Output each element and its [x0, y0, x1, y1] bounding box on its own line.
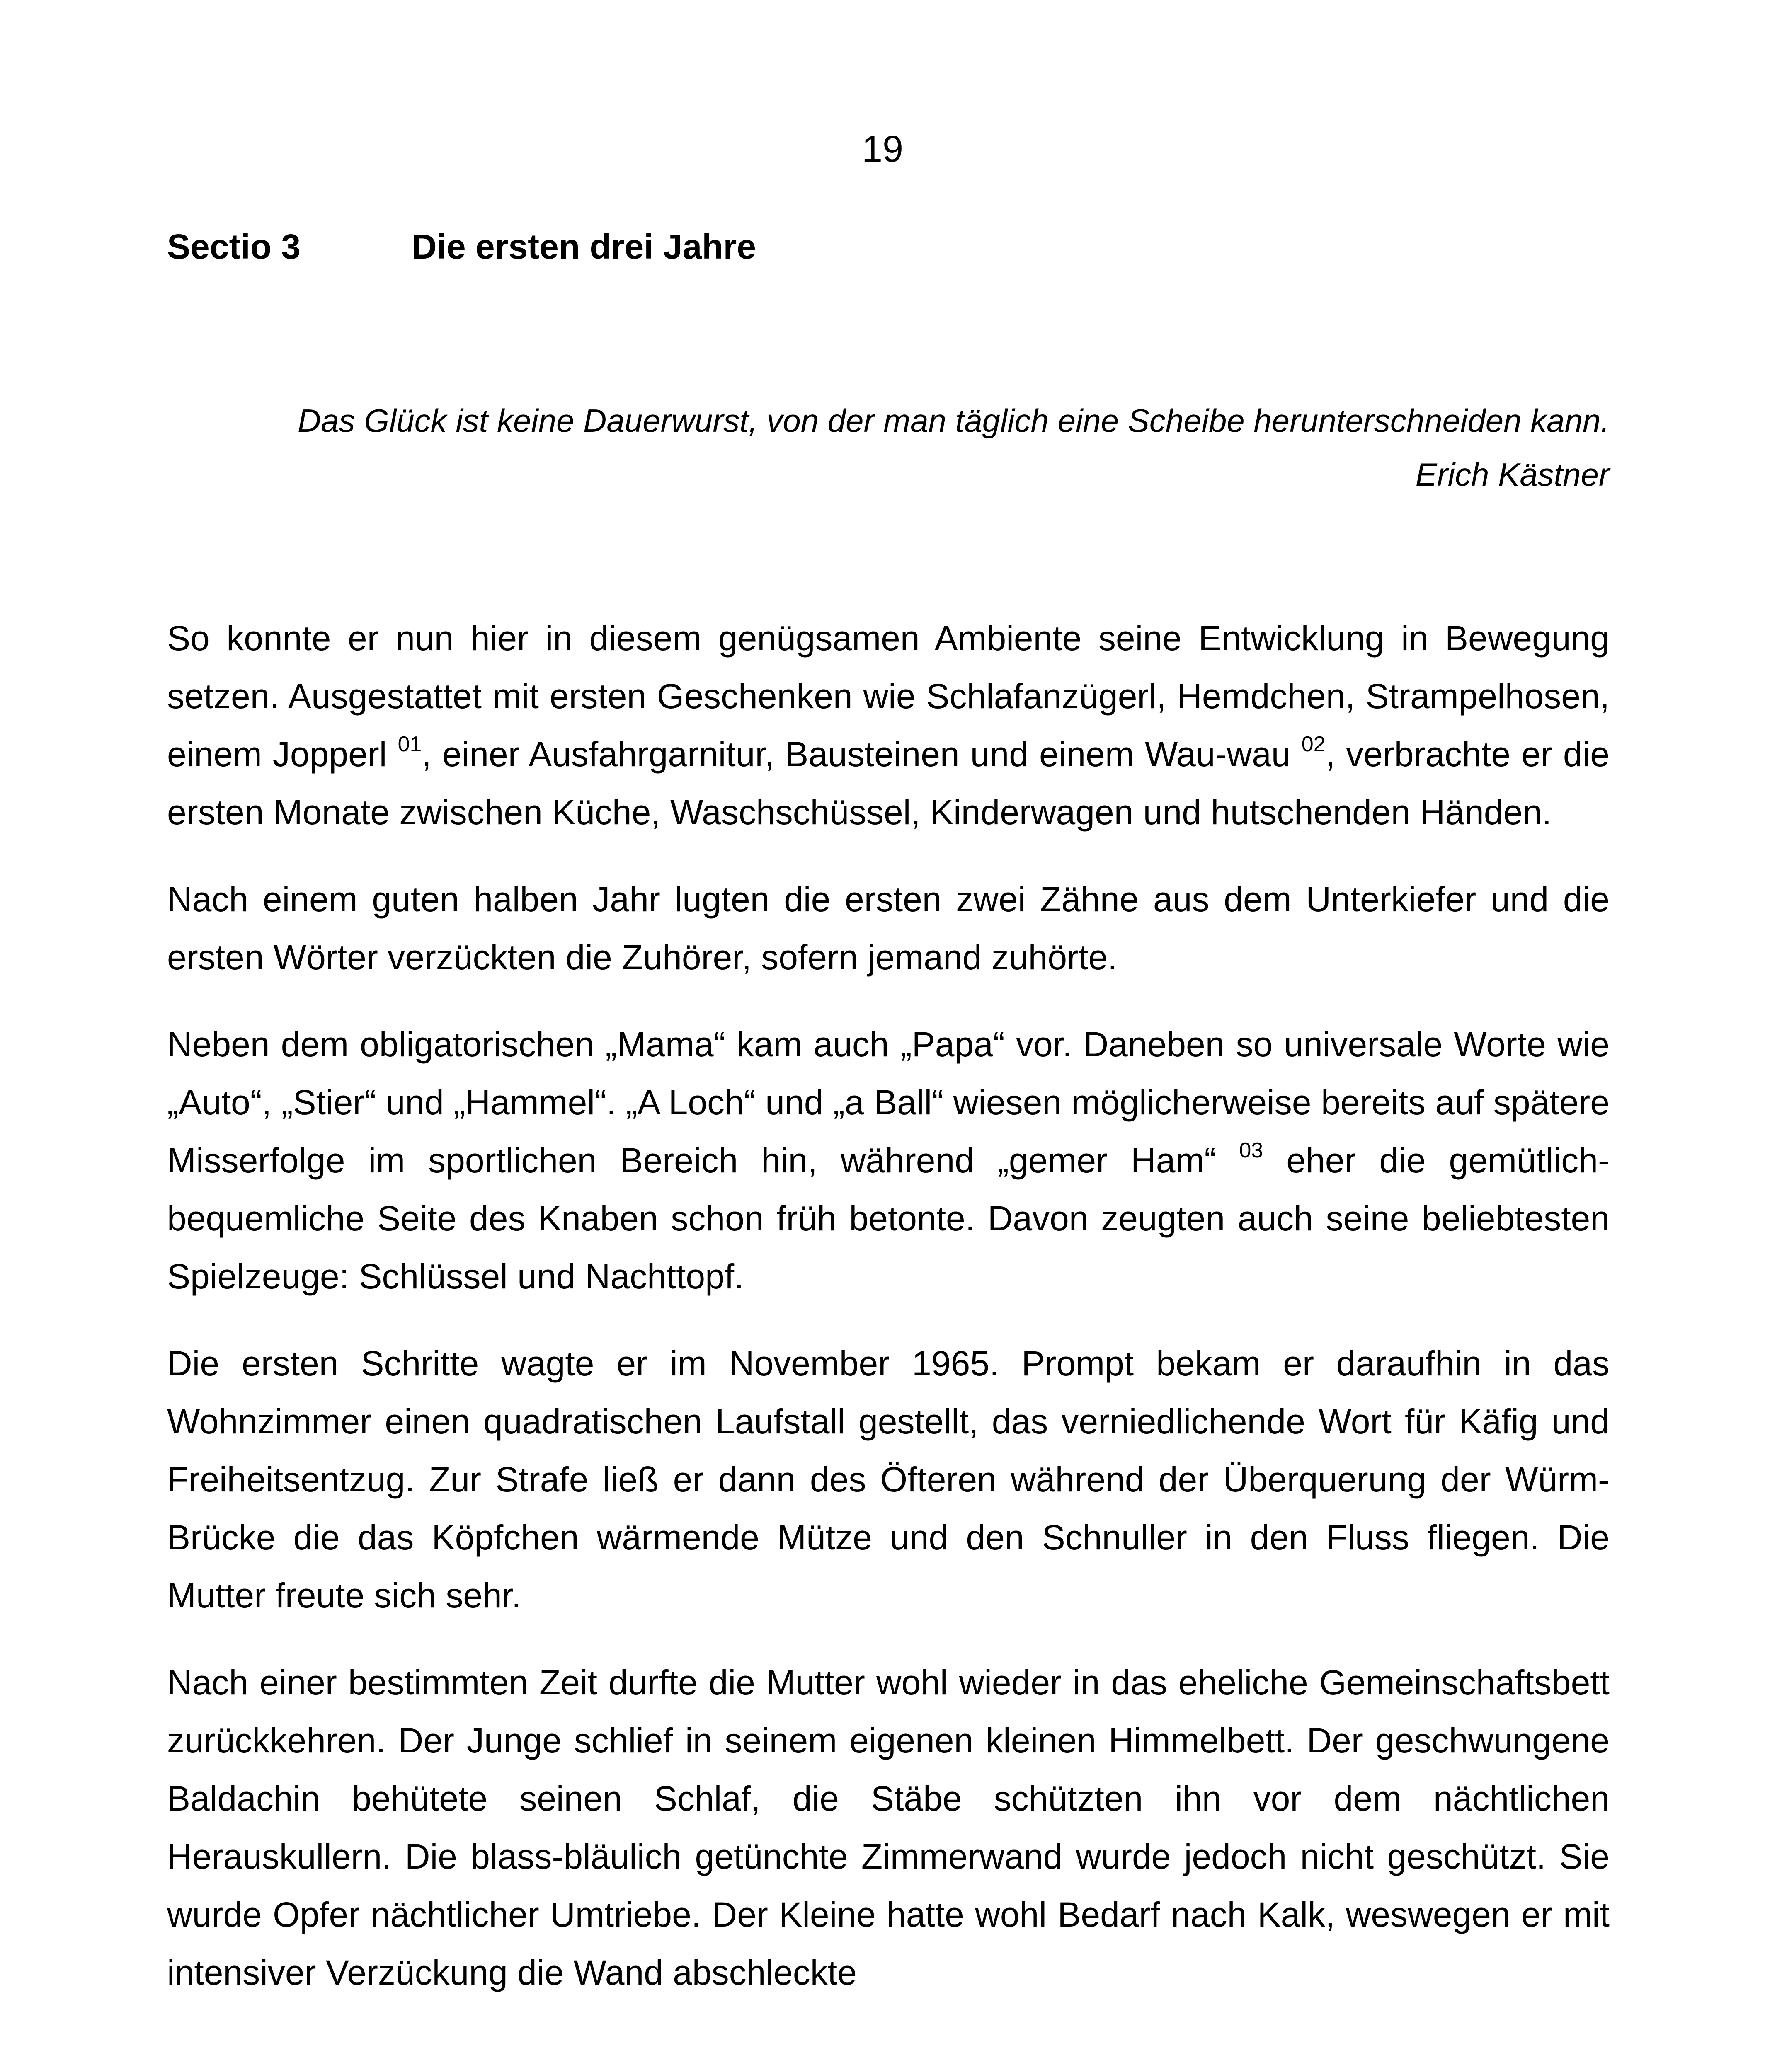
- footnote-marker-02: 02: [1301, 732, 1326, 756]
- footnote-marker-03: 03: [1239, 1138, 1263, 1162]
- paragraph-1-text-a: So konnte er nun hier in diesem genügsamen Ambiente seine Entwicklung in Bewegung setzen. Ausgestattet mit ersten Geschenken wie Schlafanzügerl, Hemdchen, Strampelhosen, einem Jopperl: [167, 619, 1610, 774]
- paragraph-3-text-a: Neben dem obligatorischen „Mama“ kam auch „Papa“ vor. Daneben so universale Worte wie „Auto“, „Stier“ und „Hammel“. „A Loch“ und „a Ball“ wiesen möglicherweise bereits auf spätere Misserfolge im sportlichen Bereich hin, während „gemer Ham“: [167, 1025, 1610, 1180]
- paragraph-4: Die ersten Schritte wagte er im November 1965. Prompt bekam er daraufhin in das Wohnzimmer einen quadratischen Laufstall gestellt, das verniedlichende Wort für Käfig und Freiheitsentzug. Zur Strafe ließ er dann des Öfteren während der Überquerung der Würm-Brücke die das Köpfchen wärmende Mütze und den Schnuller in den Fluss fliegen. Die Mutter freute sich sehr.: [167, 1344, 1610, 1615]
- section-title: Die ersten drei Jahre: [412, 227, 756, 266]
- section-number: Sectio 3: [167, 227, 301, 266]
- body-text: [167, 609, 1610, 2031]
- epigraph-quote: Das Glück ist keine Dauerwurst, von der man täglich eine Scheibe herunterschneiden kann.: [297, 402, 1610, 439]
- paragraph-1-text-b: , einer Ausfahrgarnitur, Bausteinen und einem Wau-wau: [422, 735, 1302, 774]
- epigraph: [167, 394, 1610, 501]
- paragraph-3-text-b: eher die gemütlich-bequemliche Seite des Knaben schon früh betonte. Davon zeugten auch seine beliebtesten Spielzeuge: Schlüssel und Nachttopf.: [167, 1141, 1610, 1296]
- paragraph-5: Nach einer bestimmten Zeit durfte die Mutter wohl wieder in das eheliche Gemeinschaftsbett zurückkehren. Der Junge schlief in seinem eigenen kleinen Himmelbett. Der geschwungene Baldachin behütete seinen Schlaf, die Stäbe schützten ihn vor dem nächtlichen Herauskullern. Die blass-bläulich getünchte Zimmerwand wurde jedoch nicht geschützt. Sie wurde Opfer nächtlicher Umtriebe. Der Kleine hatte wohl Bedarf nach Kalk, weswegen er mit intensiver Verzückung die Wand abschleckte: [167, 1663, 1610, 1992]
- page-number: 19: [861, 128, 904, 170]
- epigraph-author: Erich Kästner: [1415, 456, 1610, 493]
- footnote-marker-01: 01: [398, 732, 422, 756]
- paragraph-1-text-c: , verbrachte er die ersten Monate zwischen Küche, Waschschüssel, Kinderwagen und hutschenden Händen.: [167, 735, 1610, 832]
- paragraph-3: [167, 1015, 1610, 1305]
- paragraph-1: [167, 609, 1610, 841]
- paragraph-2: Nach einem guten halben Jahr lugten die ersten zwei Zähne aus dem Unterkiefer und die ersten Wörter verzückten die Zuhörer, sofern jemand zuhörte.: [167, 880, 1610, 977]
- section-heading: [167, 222, 756, 271]
